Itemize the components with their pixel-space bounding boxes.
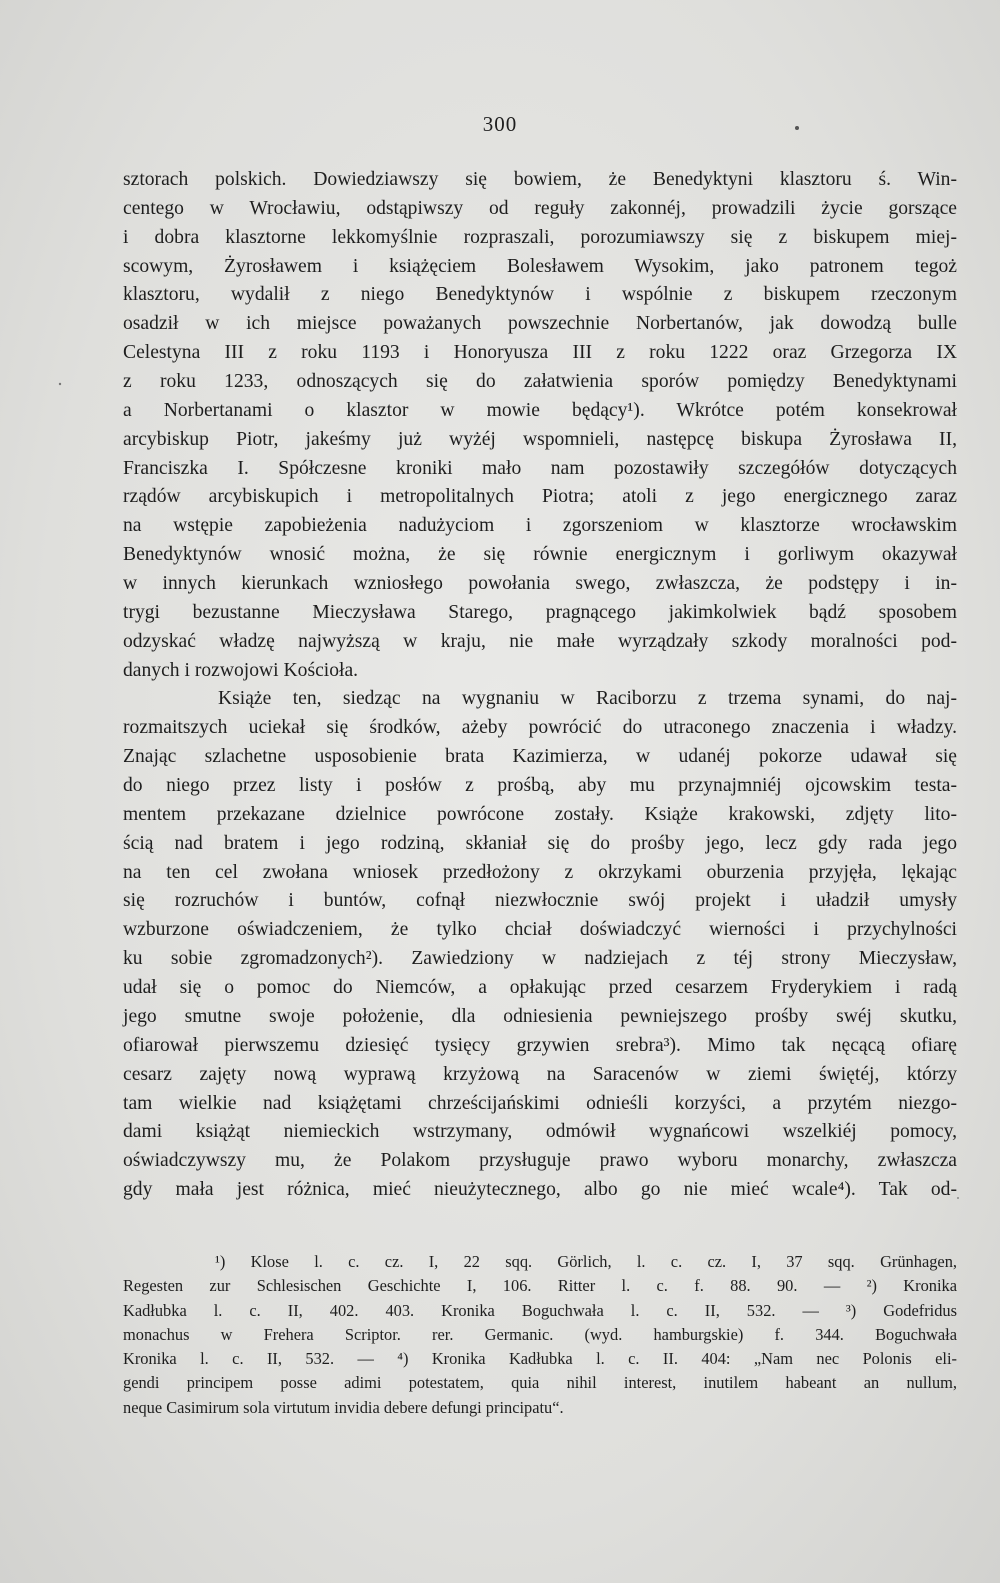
footnote-line: Regesten zur Schlesischen Geschichte I, 106. Ritter l. c. f. 88. 90. — ²) Kronika <box>123 1276 957 1296</box>
text-line: arcybiskup Piotr, jakeśmy już wyżéj wspomnieli, następcę biskupa Żyrosława II, <box>123 428 957 450</box>
page-number: 300 <box>482 112 518 136</box>
text-line: się rozruchów i buntów, cofnął niezwłocznie swój projekt i uładził umysły <box>123 890 957 912</box>
text-line: dami książąt niemieckich wstrzymany, odmówił wygnańcowi wszelkiéj pomocy, <box>123 1121 957 1143</box>
text-line: ścią nad bratem i jego rodziną, skłaniał się do prośby jego, lecz gdy rada jego <box>123 832 957 854</box>
footnote-line: neque Casimirum sola virtutum invidia debere defungi principatu“. <box>123 1397 564 1417</box>
text-line: wzburzone oświadczeniem, że tylko chciał doświadczyć wierności i przychylności <box>123 919 957 941</box>
text-line: osadził w ich miejsce poważanych powszechnie Norbertanów, jak dowodzą bulle <box>123 313 957 335</box>
text-line: na ten cel zwołana wniosek przedłożony z okrzykami oburzenia przyjęła, lękając <box>123 861 957 883</box>
text-line: Celestyna III z roku 1193 i Honoryusza III z roku 1222 oraz Grzegorza IX <box>123 342 957 364</box>
text-line: Książe ten, siedząc na wygnaniu w Raciborzu z trzema synami, do naj- <box>218 688 957 710</box>
text-line: ofiarował pierwszemu dziesięć tysięcy grzywien srebra³). Mimo tak nęcącą ofiarę <box>123 1034 957 1056</box>
text-line: odzyskać władzę najwyższą w kraju, nie małe wyrządzały szkody moralności pod- <box>123 630 957 652</box>
text-line: oświadczywszy mu, że Polakom przysługuje prawo wyboru monarchy, zwłaszcza <box>123 1150 957 1172</box>
footnote-line: Kadłubka l. c. II, 402. 403. Kronika Boguchwała l. c. II, 532. — ³) Godefridus <box>123 1300 957 1320</box>
text-line: danych i rozwojowi Kościoła. <box>123 659 359 681</box>
text-line: na wstępie zapobieżenia nadużyciom i zgorszeniom w klasztorze wrocławskim <box>123 515 957 537</box>
text-line: Franciszka I. Spółczesne kroniki mało nam pozostawiły szczegółów dotyczących <box>123 457 957 479</box>
footnote-line: monachus w Frehera Scriptor. rer. Germanic. (wyd. hamburgskie) f. 344. Boguchwała <box>123 1324 957 1344</box>
text-line: sztorach polskich. Dowiedziawszy się bowiem, że Benedyktyni klasztoru ś. Win- <box>123 169 957 190</box>
text-line: cesarz zajęty nową wyprawą krzyżową na Saracenów w ziemi świętéj, którzy <box>123 1063 957 1085</box>
text-line: gdy mała jest różnica, mieć nieużytecznego, albo go nie mieć wcale⁴). Tak od- <box>123 1179 957 1201</box>
ink-speck <box>59 383 61 385</box>
text-line: ku sobie zgromadzonych²). Zawiedziony w nadziejach z téj strony Mieczysław, <box>123 948 957 970</box>
text-line: centego w Wrocławiu, odstąpiwszy od reguły zakonnéj, prowadzili życie gorszące <box>123 197 957 219</box>
body-text <box>123 166 957 1205</box>
text-line: Znając szlachetne usposobienie brata Kazimierza, w udanéj pokorze udawał się <box>123 746 957 768</box>
text-line: udał się o pomoc do Niemców, a opłakując przed cesarzem Fryderykiem i radą <box>123 977 957 999</box>
text-line: a Norbertanami o klasztor w mowie będący¹). Wkrótce potém konsekrował <box>123 399 957 421</box>
ink-speck <box>957 1197 959 1199</box>
text-line: rozmaitszych uciekał się środków, ażeby powrócić do utraconego znaczenia i władzy. <box>123 717 957 739</box>
text-line: w innych kierunkach wzniosłego powołania swego, zwłaszcza, że podstępy i in- <box>123 573 957 595</box>
footnotes <box>123 1250 957 1420</box>
footnote-line: Kronika l. c. II, 532. — ⁴) Kronika Kadłubka l. c. II. 404: „Nam nec Polonis eli- <box>123 1349 957 1369</box>
text-line: jego smutne swoje położenie, dla odniesienia pewniejszego prośby swéj skutku, <box>123 1005 957 1027</box>
text-line: tam wielkie nad książętami chrześcijańskimi odnieśli korzyści, a przytém niezgo- <box>123 1092 957 1114</box>
text-line: do niego przez listy i posłów z prośbą, aby mu przynajmniéj ojcowskim testa- <box>123 775 957 797</box>
text-line: Benedyktynów wnosić można, że się równie energicznym i gorliwym okazywał <box>123 544 957 566</box>
text-line: i dobra klasztorne lekkomyślnie rozpraszali, porozumiawszy się z biskupem miej- <box>123 226 957 248</box>
text-line: scowym, Żyrosławem i książęciem Bolesławem Wysokim, jako patronem tegoż <box>123 255 957 277</box>
text-line: klasztoru, wydalił z niego Benedyktynów i wspólnie z biskupem rzeczonym <box>123 284 957 306</box>
text-line: rządów arcybiskupich i metropolitalnych Piotra; atoli z jego energicznego zaraz <box>123 486 957 508</box>
footnote-line: ¹) Klose l. c. cz. I, 22 sqq. Görlich, l. c. cz. I, 37 sqq. Grünhagen, <box>215 1252 957 1271</box>
footnote-line: gendi principem posse adimi potestatem, quia nihil interest, inutilem habeant an nullum, <box>123 1373 957 1393</box>
text-line: z roku 1233, odnoszących się do załatwienia sporów pomiędzy Benedyktynami <box>123 371 957 393</box>
text-line: trygi bezustanne Mieczysława Starego, pragnącego jakimkolwiek bądź sposobem <box>123 601 957 623</box>
text-line: mentem przekazane dzielnice powrócone zostały. Książe krakowski, zdjęty lito- <box>123 803 957 825</box>
